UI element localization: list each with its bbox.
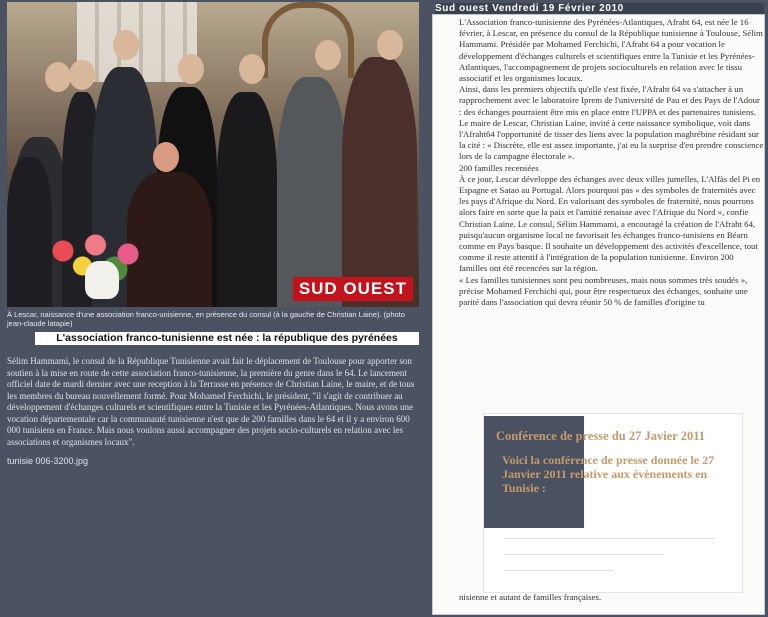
photo-caption: À Lescar, naissance d'une association franco-unisienne, en présence du consul (à la gauche de Christian Laine). (photo jean-claude latapie) (7, 310, 405, 329)
divider-line (504, 538, 714, 539)
article-headline: L'association franco-tunisienne est née : la république des pyrénées (35, 332, 419, 345)
article-paragraph: Ainsi, dans les premiers objectifs qu'elle s'est fixée, l'Afraht 64 va s'attacher à un rapprochement avec le laboratoire Iprem de l'université de Pau et des Pays de l'Adour : des échanges pourraient être mis en place entre l'UPPA et des partenaires tunisiens. (459, 84, 760, 117)
press-conference-box[interactable] (483, 413, 743, 593)
person-silhouette (277, 77, 347, 307)
person-head (377, 30, 403, 60)
group-photo (7, 2, 419, 307)
press-title: Conférence de presse du 27 Javier 2011 (496, 429, 706, 443)
right-column (428, 0, 768, 617)
article-text (459, 17, 764, 308)
article-subheading: 200 familles recensées (459, 162, 539, 173)
article-paragraph: Le maire de Lescar, Christian Laine, invité à cette naissance symbolique, voit dans l'Afraht64 l'opportunité de tisser des liens avec la population maghrébine résidant sur la cité : « Discrète, elle est assez importante, j'ai eu la surprise d'en prendre conscience lors de la campagne électorale ». (459, 117, 764, 162)
vase (85, 261, 119, 299)
newspaper-header: Sud ouest Vendredi 19 Février 2010 (435, 3, 764, 14)
person-silhouette (217, 92, 277, 307)
person-head (69, 60, 95, 90)
divider-line (504, 554, 664, 555)
divider-line (504, 570, 614, 571)
article-paragraph: L'Association franco-tunisienne des Pyrénées-Atlantiques, Afraht 64, est née le 16 février, à Lescar, en présence du consul de la République tunisienne à Toulouse, Sélim Hammami. Présidée par Mohamed Ferchichi, l'Afraht 64 a pour vocation le développement d'échanges culturels et scientifiques entre la Tunisie et les Pyrénées-Atlantiques, l'accompagnement de projets socioculturels en relation avec le tissu associatif et les organismes locaux. (459, 17, 763, 84)
person-head (178, 54, 204, 84)
person-head (239, 54, 265, 84)
article-body: Sélim Hammami, le consul de la République Tunisienne avait fait le déplacement de Toulouse pour apporter son soutien à la mise en route de cette association franco-tunisienne, la première du genre dans le 64. Le lancement officiel date de mardi dernier avec une reception à la Terrasse en présence de Christian Laine, le maire, et de tous les membres du bureau nouvellement formé. Pour Mohamed Ferchichi, le président, "il s'agit de contribuer au développement d'échanges culturels et scientifiques entre la Tunisie et les Pyrénées-Atlantiques. Nous avons une vocation départementale car la communauté tunisienne n'est que de 200 familles dans le 64 et il y a environ 600 000 tunisiens en France. Mais nous voulons aussi accompagner des projets socio-culturels en relation avec les associations et organismes locaux". (7, 356, 415, 447)
person-head (45, 62, 71, 92)
person-head (113, 30, 139, 60)
person-silhouette (342, 57, 417, 307)
press-text: Voici la conférence de presse donnée le 27 Janvier 2011 relative aux évènements en Tunisie : (502, 453, 715, 495)
article-paper (432, 14, 765, 615)
article-end-text: nisienne et autant de familles françaises. (459, 592, 602, 602)
person-head (153, 142, 179, 172)
sud-ouest-logo: SUD OUEST (293, 277, 413, 301)
person-head (315, 40, 341, 70)
article-paragraph: À ce jour, Lescar développe des échanges avec deux villes jumelles, L'Alfàs del Pi en Espagne et Satao au Portugal. Alors pourquoi pas « des symboles de fraternités avec les pays d'Afrique du Nord. En valorisant des symboles de fraternité, nous pourrons alors faire en sorte que la paix et l'amitié renaisse avec l'Afrique du Nord », confie Christian Laine. Le consul, Sélim Hammami, a encouragé la création de l'Afraht 64, puisqu'aucun organisme local ne favorisait les échanges franco-tunisiens en Béarn comme en Pays basque. Il souhaite un développement des activités d'excellence, tout comme il reste attentif à l'intégration de la population tunisienne. Environ 200 familles ont été recencées sur la région. (459, 173, 761, 274)
image-filename: tunisie 006-3200.jpg (7, 456, 89, 466)
article-paragraph: « Les familles tunisiennes sont peu nombreuses, mais nous sommes très soudés », précise Mohamed Ferchichi qui, pour être respectueux des échanges, souhaite une parité dans l'association qui devra réunir 50 % de familles d'origine tu (459, 274, 748, 308)
arch-decor (262, 2, 354, 78)
